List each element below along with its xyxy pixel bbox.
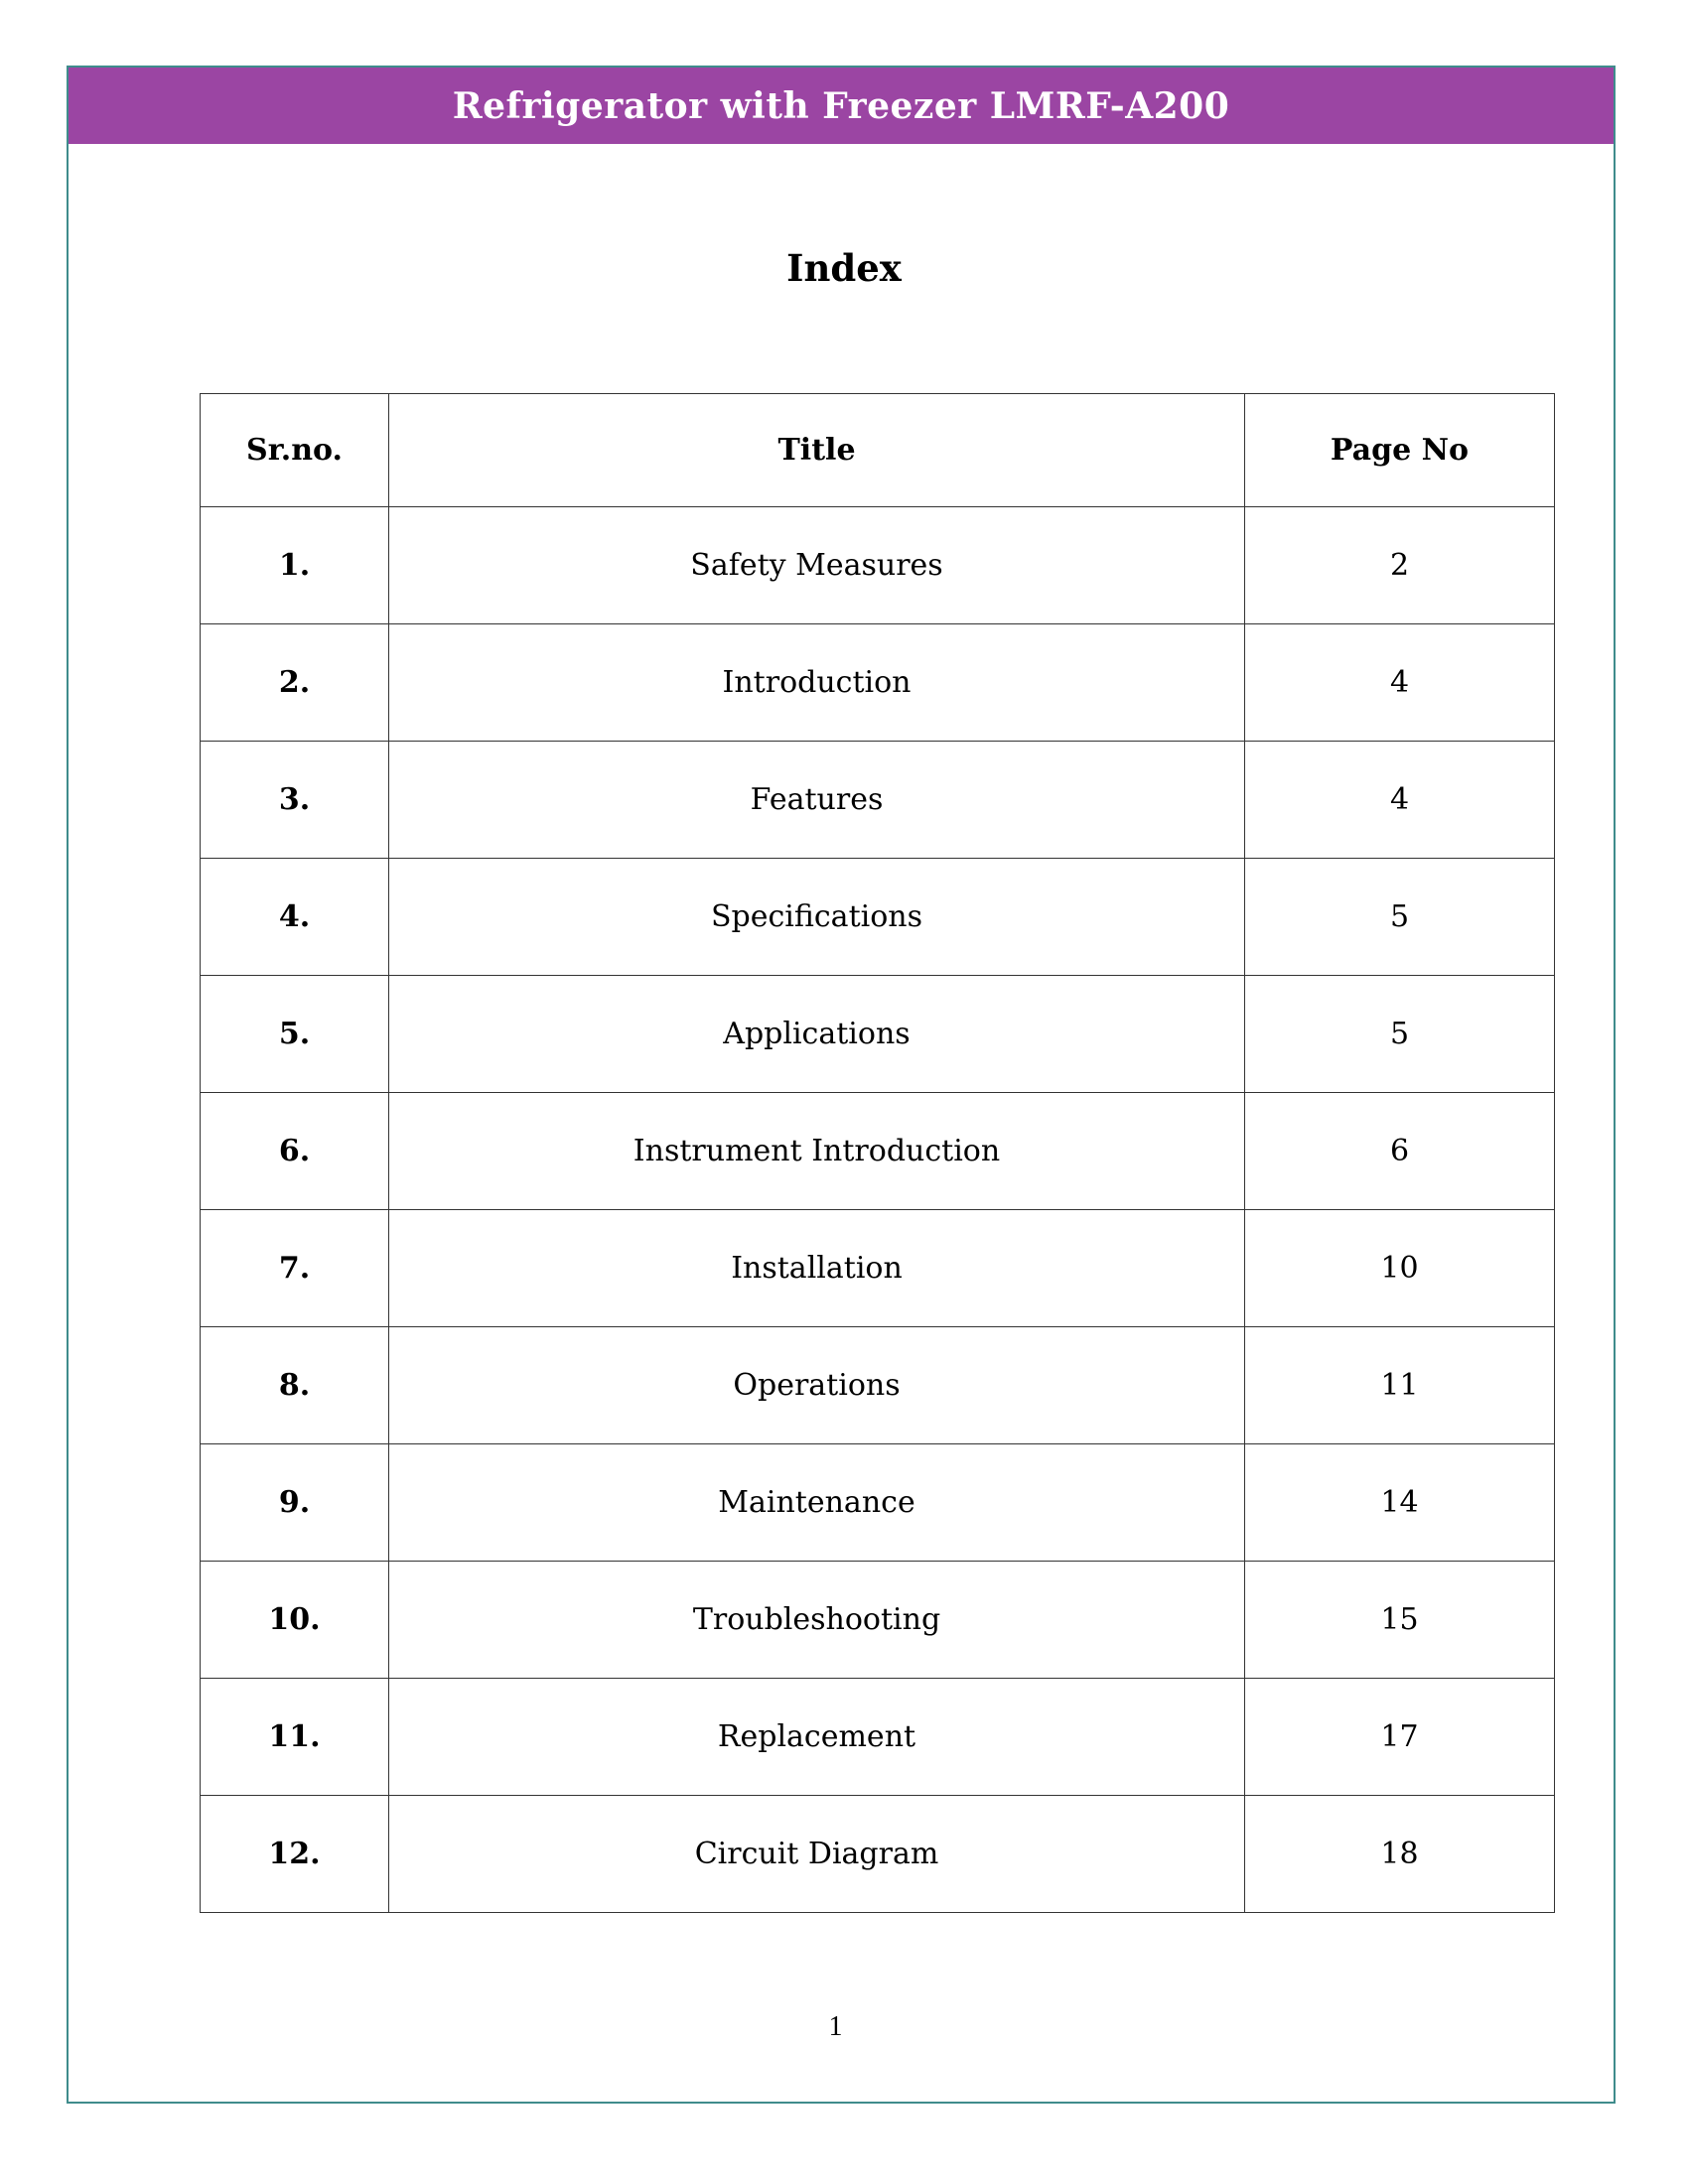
page-cell: 15: [1245, 1562, 1555, 1679]
title-cell: Features: [389, 742, 1245, 859]
sr-cell: 6.: [201, 1093, 389, 1210]
index-table: [200, 393, 1555, 1913]
page-cell: 17: [1245, 1679, 1555, 1796]
page-number: 1: [828, 2011, 843, 2042]
title-cell: Troubleshooting: [389, 1562, 1245, 1679]
sr-cell: 8.: [201, 1327, 389, 1444]
document-header: [69, 68, 1614, 144]
table-row: [201, 1444, 1555, 1562]
title-cell: Maintenance: [389, 1444, 1245, 1562]
sr-cell: 10.: [201, 1562, 389, 1679]
document-title: Refrigerator with Freezer LMRF-A200: [452, 84, 1230, 127]
table-row: [201, 624, 1555, 742]
page-cell: 4: [1245, 624, 1555, 742]
index-heading: Index: [786, 246, 902, 290]
sr-cell: 2.: [201, 624, 389, 742]
sr-cell: 3.: [201, 742, 389, 859]
sr-cell: 5.: [201, 976, 389, 1093]
table-header-row: [201, 394, 1555, 507]
page-cell: 6: [1245, 1093, 1555, 1210]
table-row: [201, 976, 1555, 1093]
title-cell: Operations: [389, 1327, 1245, 1444]
title-cell: Applications: [389, 976, 1245, 1093]
title-cell: Circuit Diagram: [389, 1796, 1245, 1913]
table-row: [201, 1327, 1555, 1444]
page-cell: 5: [1245, 859, 1555, 976]
title-cell: Safety Measures: [389, 507, 1245, 624]
page-cell: 5: [1245, 976, 1555, 1093]
page-cell: 10: [1245, 1210, 1555, 1327]
title-cell: Instrument Introduction: [389, 1093, 1245, 1210]
column-header-title: Title: [389, 394, 1245, 507]
table-row: [201, 507, 1555, 624]
sr-cell: 1.: [201, 507, 389, 624]
table-row: [201, 1093, 1555, 1210]
sr-cell: 4.: [201, 859, 389, 976]
page-cell: 14: [1245, 1444, 1555, 1562]
table-row: [201, 1562, 1555, 1679]
table-row: [201, 859, 1555, 976]
table-row: [201, 1796, 1555, 1913]
table-row: [201, 1679, 1555, 1796]
title-cell: Replacement: [389, 1679, 1245, 1796]
column-header-sr: Sr.no.: [201, 394, 389, 507]
page-cell: 4: [1245, 742, 1555, 859]
title-cell: Installation: [389, 1210, 1245, 1327]
title-cell: Introduction: [389, 624, 1245, 742]
page-cell: 11: [1245, 1327, 1555, 1444]
sr-cell: 7.: [201, 1210, 389, 1327]
page-cell: 2: [1245, 507, 1555, 624]
table-row: [201, 742, 1555, 859]
title-cell: Specifications: [389, 859, 1245, 976]
column-header-page: Page No: [1245, 394, 1555, 507]
sr-cell: 11.: [201, 1679, 389, 1796]
table-row: [201, 1210, 1555, 1327]
sr-cell: 12.: [201, 1796, 389, 1913]
page-cell: 18: [1245, 1796, 1555, 1913]
sr-cell: 9.: [201, 1444, 389, 1562]
